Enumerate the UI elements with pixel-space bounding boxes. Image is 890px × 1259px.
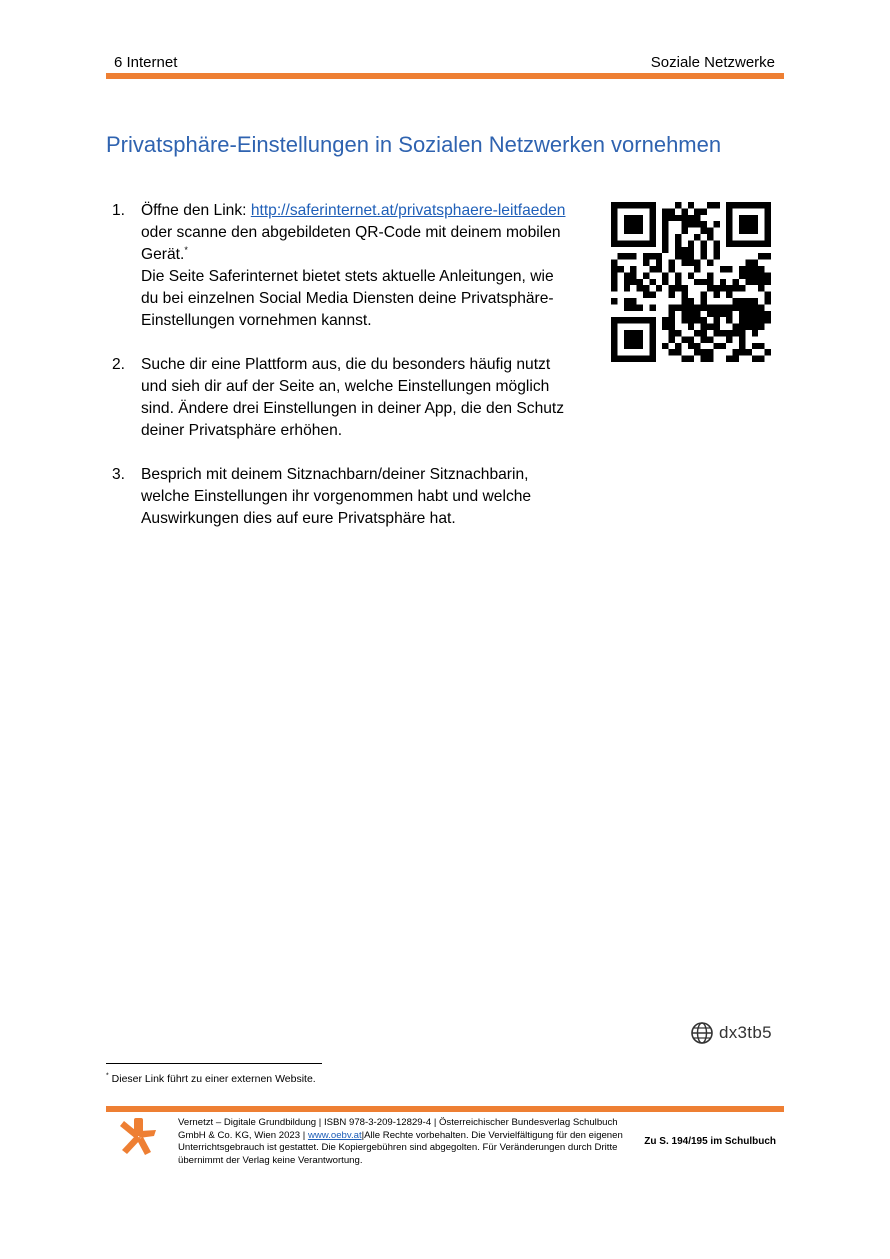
task-text: Suche dir eine Plattform aus, die du besonders häufig nutzt und sieh dir auf der Seite an, welche Einstellungen möglich sind. Ändere drei Einstellungen in deiner App, die den Schutz deiner Privatsphäre erhöhen. [141,356,565,439]
publisher-logo-icon [119,1117,157,1157]
page-title: Privatsphäre-Einstellungen in Sozialen Netzwerken vornehmen [106,132,722,157]
task-after-link: oder scanne den abgebildeten QR-Code mit deinem mobilen Gerät. [141,224,561,263]
header-section: Soziale Netzwerke [650,54,775,71]
header-rule [106,73,784,79]
task-item [112,200,572,332]
globe-icon [690,1021,714,1045]
schoolbook-reference: Zu S. 194/195 im Schulbuch [644,1136,776,1147]
footer-rule [106,1106,784,1112]
publisher-rights: |Alle Rechte vorbehalten. Die Vervielfältigung für den eigenen Unterrichtsgebrauch ist gestattet. Die Kopiergebühren sind abgegolten. Für Veränderungen durch Dritte übernimmt der Verlag keine Verantwortung. [178,1129,623,1166]
task-item [112,354,572,442]
task-number: 2. [112,356,126,373]
publisher-link[interactable]: www.oebv.at [307,1129,362,1141]
header-chapter: 6 Internet [114,54,178,71]
footnote [106,1073,316,1085]
task-description: Die Seite Saferinternet bietet stets aktuelle Anleitungen, wie du bei einzelnen Social Media Diensten deine Privatsphäre-Einstellungen vornehmen kannst. [141,268,554,329]
publisher-text: Vernetzt – Digitale Grundbildung | ISBN 978-3-209-12829-4 | Österreichischer Bundesverlag Schulbuch GmbH & Co. KG, Wien 2023 | [178,1117,618,1141]
task-number: 1. [112,202,126,219]
task-text [141,200,572,332]
task-item [112,464,572,530]
task-list [112,200,572,552]
footnote-separator [106,1063,322,1064]
online-code-text: dx3tb5 [719,1023,772,1042]
task-number: 3. [112,466,126,483]
online-code[interactable] [690,1021,772,1045]
publisher-info [178,1117,623,1167]
footnote-marker: * [106,1072,109,1080]
task-text: Besprich mit deinem Sitznachbarn/deiner Sitznachbarin, welche Einstellungen ihr vorgenommen habt und welche Auswirkungen dies auf eure Privatsphäre hat. [141,466,532,527]
footnote-text: Dieser Link führt zu einer externen Website. [108,1073,316,1085]
task-lead: Öffne den Link: [141,202,251,219]
saferinternet-link[interactable]: http://saferinternet.at/privatsphaere-leitfaeden [250,202,566,219]
footnote-marker: * [184,244,188,255]
qr-code[interactable] [611,202,771,362]
